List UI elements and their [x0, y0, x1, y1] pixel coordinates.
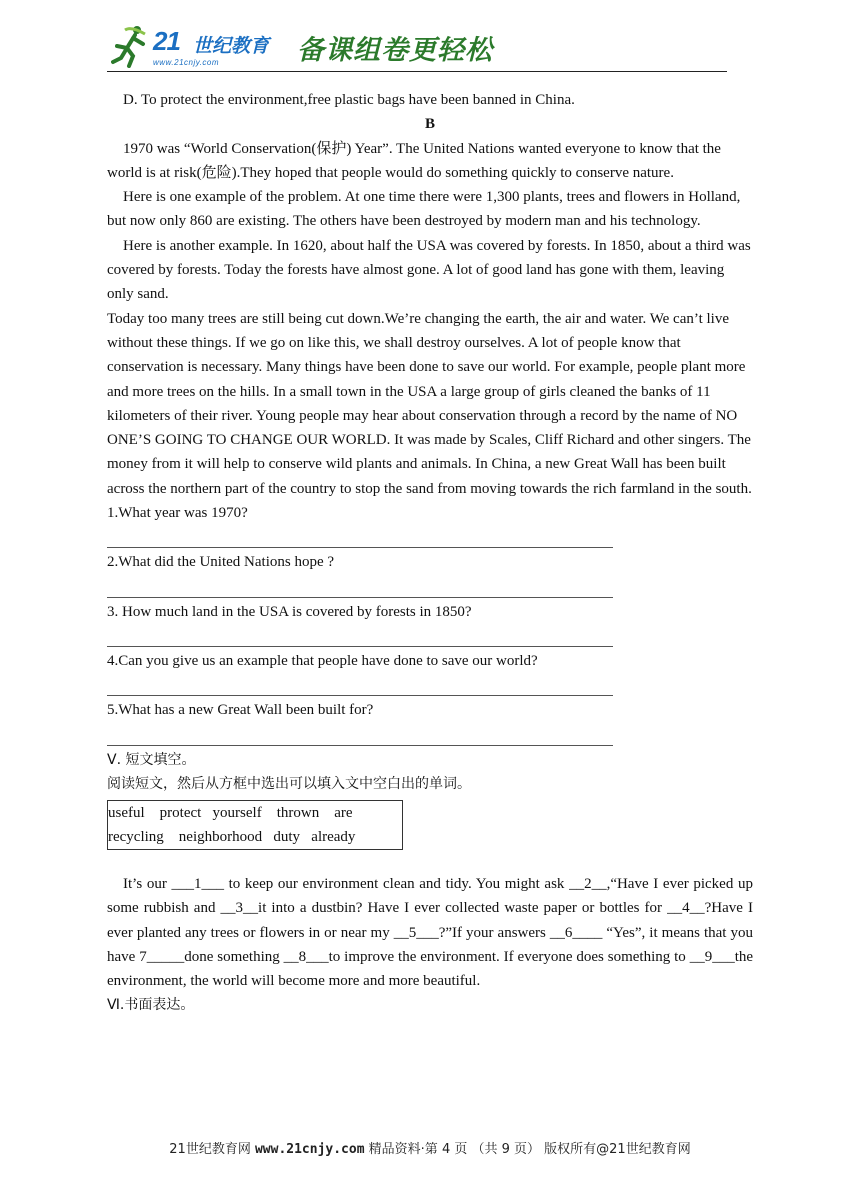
footer-left: 21世纪教育网 — [169, 1142, 255, 1157]
header-rule — [107, 71, 727, 72]
section-5-instructions: 阅读短文，然后从方框中选出可以填入文中空白出的单词。 — [107, 775, 471, 792]
blank-6[interactable]: __6____ — [549, 924, 603, 941]
blank-5[interactable]: __5___ — [393, 924, 439, 941]
section-5-title: Ⅴ. 短文填空。 — [107, 751, 196, 768]
option-d: D. To protect the environment,free plastic bags have been banned in China. — [123, 92, 575, 108]
runner-logo-icon — [111, 24, 151, 68]
paragraph-2: Here is one example of the problem. At one time there were 1,300 plants, trees and flowers in Holland, but now only 860 are existing. The others have been destroyed by modern man and his technology. — [107, 189, 741, 230]
page-footer — [0, 1138, 860, 1157]
logo-number: 21 — [153, 26, 180, 56]
blank-8[interactable]: __8___ — [283, 948, 329, 965]
header-slogan: 备课组卷更轻松 — [297, 35, 493, 66]
answer-line[interactable] — [107, 624, 613, 647]
blank-3[interactable]: __3__ — [220, 900, 259, 917]
paragraph-4: Today too many trees are still being cut down.We’re changing the earth, the air and water. We can’t live without these things. If we go on like this, we shall destroy ourselves. A lot of people know that conservation is necessary. Many things have been done to save our world. For example, people plant more and more trees on the hills. In a small town in the USA a large group of girls cleaned the banks of 11 kilometers of their river. Young people may hear about conservation through a record by the name of NO ONE’S GOING TO CHANGE OUR WORLD. It was made by Scales, Cliff Richard and other singers. The money from it will help to conserve wild plants and animals. In China, a new Great Wall has been built across the northern part of the country to stop the sand from moving towards the rich farmland in the south. — [107, 310, 752, 497]
document-body — [107, 88, 753, 1017]
footer-site-link[interactable]: www.21cnjy.com — [254, 1142, 365, 1157]
question-5: 5.What has a new Great Wall been built for? — [107, 702, 374, 719]
question-4: 4.Can you give us an example that people have done to save our world? — [107, 652, 538, 669]
blank-9[interactable]: __9___ — [689, 948, 735, 965]
footer-right: 精品资料·第 4 页 （共 9 页） 版权所有@21世纪教育网 — [364, 1142, 691, 1157]
question-1: 1.What year was 1970? — [107, 505, 248, 522]
paragraph-3: Here is another example. In 1620, about half the USA was covered by forests. In 1850, about a third was covered by forests. Today the forests have almost gone. A lot of good land has gone with them, leaving only sand. — [107, 237, 751, 303]
blank-7[interactable]: 7_____ — [139, 948, 185, 965]
answer-line[interactable] — [107, 723, 613, 746]
logo-url: www.21cnjy.com — [153, 58, 219, 67]
answer-line[interactable] — [107, 673, 613, 696]
blank-1[interactable]: ___1___ — [171, 876, 224, 893]
page-header — [107, 22, 727, 72]
paragraph-1: 1970 was “World Conservation(保护) Year”. The United Nations wanted everyone to know that the world is at risk(危险).They hoped that people would do something quickly to conserve nature. — [107, 140, 721, 181]
answer-line[interactable] — [107, 525, 613, 548]
cloze-passage: It’s our ___1___ to keep our environment clean and tidy. You might ask __2__,“Have I ever picked up some rubbish and __3__it into a dustbin? Have I ever collected waste paper or bottles for __4__?Have I ever planted any trees or flowers in or near my __5___?”If your answers __6____ “Yes”, it means that you have 7_____done something __8___to improve the environment. If everyone does something to __9___the environment, the world will become more and more beautiful. — [107, 876, 754, 989]
word-box-row-2: recycling neighborhood duty already — [108, 829, 356, 846]
word-box-row-1: useful protect yourself thrown are — [108, 805, 353, 822]
section-6-title: Ⅵ.书面表达。 — [107, 997, 195, 1014]
answer-line[interactable] — [107, 575, 613, 598]
blank-4[interactable]: __4__ — [667, 900, 705, 917]
section-b-heading: B — [424, 116, 435, 133]
word-box — [107, 800, 403, 850]
logo-name: 世纪教育 — [193, 35, 270, 57]
blank-2[interactable]: __2__ — [569, 876, 607, 893]
question-2: 2.What did the United Nations hope ? — [107, 554, 335, 571]
question-3: 3. How much land in the USA is covered by forests in 1850? — [107, 603, 472, 620]
